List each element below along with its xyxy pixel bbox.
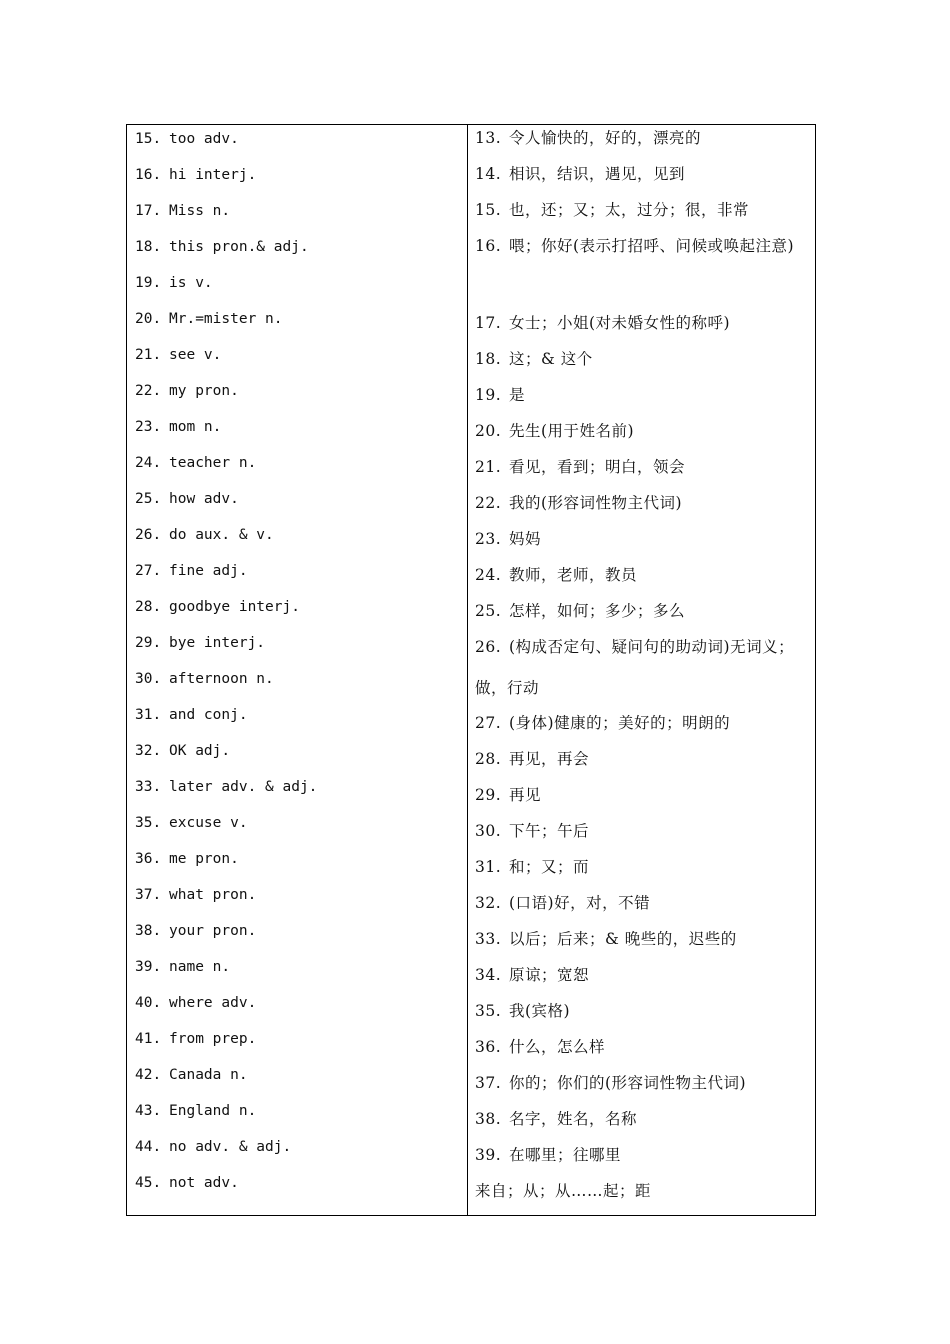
list-item: 44. no adv. & adj. [135,1139,292,1155]
list-item: 23. 妈妈 [475,530,542,548]
list-item: 27. (身体)健康的；美好的；明朗的 [475,714,731,732]
list-item: 42. Canada n. [135,1067,248,1083]
list-item: 39. name n. [135,959,231,975]
list-item: 17. 女士；小姐(对未婚女性的称呼) [475,314,731,332]
list-item: 29. bye interj. [135,635,266,651]
list-item: 31. and conj. [135,707,248,723]
list-item: 18. 这；& 这个 [475,350,593,368]
list-item: 29. 再见 [475,786,542,804]
list-item: 45. not adv. [135,1175,239,1191]
list-item: 19. is v. [135,275,213,291]
list-item: 26. (构成否定句、疑问句的助动词)无词义；做，行动 [475,638,795,697]
list-item: 21. see v. [135,347,222,363]
column-divider [467,125,468,1215]
list-item: 40. where adv. [135,995,257,1011]
list-item: 22. my pron. [135,383,239,399]
list-item: 41. from prep. [135,1031,257,1047]
list-item: 19. 是 [475,386,526,404]
list-item: 28. 再见，再会 [475,750,590,768]
list-item: 38. 名字，姓名，名称 [475,1110,638,1128]
list-item: 20. 先生(用于姓名前) [475,422,635,440]
list-item: 28. goodbye interj. [135,599,300,615]
list-item: 来自；从；从……起；距 [475,1182,652,1200]
list-item: 22. 我的(形容词性物主代词) [475,494,683,512]
list-item: 14. 相识，结识，遇见，见到 [475,165,686,183]
list-item: 35. excuse v. [135,815,248,831]
chinese-column [475,125,813,1215]
list-item: 17. Miss n. [135,203,231,219]
list-item: 23. mom n. [135,419,222,435]
list-item: 37. what pron. [135,887,257,903]
list-item: 30. 下午；午后 [475,822,590,840]
list-item: 33. 以后；后来；& 晚些的，迟些的 [475,930,737,948]
list-item: 16. 喂；你好(表示打招呼、问候或唤起注意) [475,237,795,255]
list-item: 13. 令人愉快的，好的，漂亮的 [475,129,702,147]
list-item: 32. OK adj. [135,743,231,759]
list-item: 25. how adv. [135,491,239,507]
list-item: 26. do aux. & v. [135,527,274,543]
list-item: 18. this pron.& adj. [135,239,309,255]
list-item: 35. 我(宾格) [475,1002,571,1020]
vocabulary-table [126,124,816,1216]
list-item: 43. England n. [135,1103,257,1119]
english-column [135,125,460,1215]
list-item: 32. (口语)好，对，不错 [475,894,651,912]
list-item: 36. 什么，怎么样 [475,1038,606,1056]
list-item: 39. 在哪里；往哪里 [475,1146,622,1164]
list-item: 24. teacher n. [135,455,257,471]
list-item: 21. 看见，看到；明白，领会 [475,458,686,476]
list-item: 34. 原谅；宽恕 [475,966,590,984]
list-item: 36. me pron. [135,851,239,867]
list-item: 30. afternoon n. [135,671,274,687]
list-item: 20. Mr.=mister n. [135,311,283,327]
list-item: 27. fine adj. [135,563,248,579]
list-item: 31. 和；又；而 [475,858,590,876]
list-item: 15. 也，还；又；太，过分；很，非常 [475,201,750,219]
list-item: 25. 怎样，如何；多少；多么 [475,602,686,620]
list-item: 37. 你的；你们的(形容词性物主代词) [475,1074,747,1092]
list-item: 38. your pron. [135,923,257,939]
list-item: 24. 教师，老师，教员 [475,566,638,584]
list-item: 33. later adv. & adj. [135,779,318,795]
list-item: 15. too adv. [135,131,239,147]
list-item: 16. hi interj. [135,167,257,183]
